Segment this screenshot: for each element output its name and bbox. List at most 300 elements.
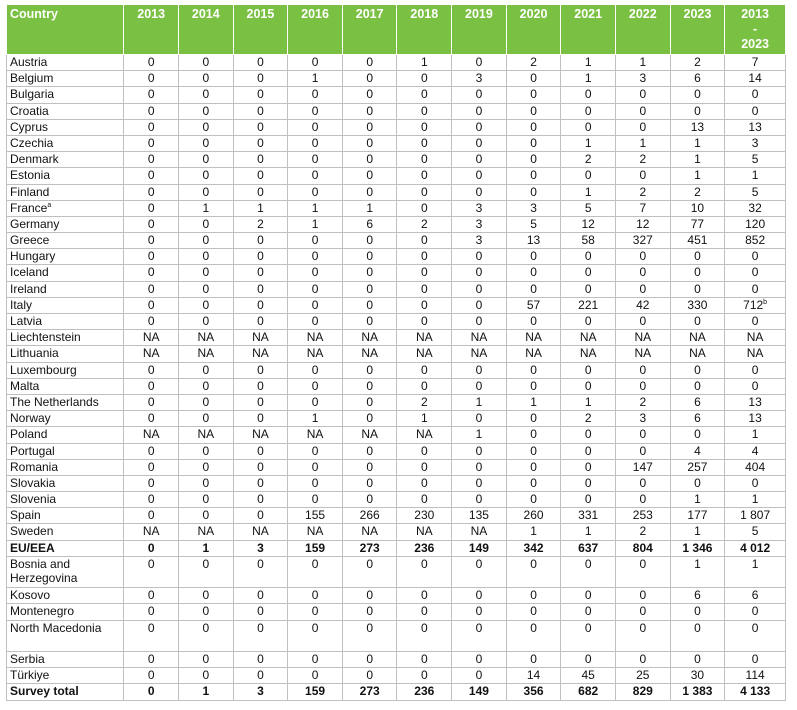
cell-value: 0 xyxy=(366,604,373,619)
country-name: Montenegro xyxy=(10,604,75,619)
cell-value: 0 xyxy=(366,184,373,199)
cell-value: 1 xyxy=(694,524,701,539)
value-cell xyxy=(124,87,179,103)
value-cell xyxy=(178,103,233,119)
cell-value: 0 xyxy=(751,249,759,264)
cell-value: 1 xyxy=(694,168,701,183)
cell-value: 0 xyxy=(202,651,210,666)
value-cell xyxy=(178,281,233,297)
cell-value: 0 xyxy=(311,475,319,490)
country-cell xyxy=(7,508,124,524)
cell-value: 0 xyxy=(366,87,373,102)
value-cell xyxy=(452,378,507,394)
value-cell xyxy=(670,119,725,135)
cell-value: 0 xyxy=(311,184,319,199)
value-cell xyxy=(615,427,670,443)
value-cell xyxy=(615,103,670,119)
cell-value: 0 xyxy=(366,492,373,507)
value-cell xyxy=(561,588,616,604)
table-row xyxy=(7,668,786,684)
value-cell xyxy=(725,508,786,524)
value-cell xyxy=(615,71,670,87)
value-cell xyxy=(288,135,343,151)
cell-value: 0 xyxy=(639,168,647,183)
cell-value: 0 xyxy=(366,119,373,134)
cell-value: 0 xyxy=(694,87,701,102)
cell-value: 0 xyxy=(639,443,647,458)
value-cell xyxy=(561,249,616,265)
value-cell xyxy=(506,443,561,459)
value-cell xyxy=(670,135,725,151)
value-cell xyxy=(288,556,343,587)
cell-value: 0 xyxy=(311,265,319,280)
value-cell xyxy=(452,651,507,667)
country-name: Sweden xyxy=(10,524,54,539)
value-cell xyxy=(233,297,288,313)
cell-value: 236 xyxy=(414,684,435,699)
table-row xyxy=(7,620,786,651)
cell-value: 30 xyxy=(690,668,705,683)
value-cell xyxy=(397,135,452,151)
cell-value: 0 xyxy=(147,249,155,264)
value-cell xyxy=(670,411,725,427)
cell-value: 0 xyxy=(530,588,537,603)
value-cell xyxy=(178,249,233,265)
country-cell xyxy=(7,362,124,378)
value-cell xyxy=(506,378,561,394)
value-cell xyxy=(561,620,616,651)
value-cell xyxy=(397,55,452,71)
cell-value: 0 xyxy=(311,314,319,328)
cell-value: 0 xyxy=(147,475,155,490)
country-name: Liechtenstein xyxy=(10,330,81,345)
value-cell xyxy=(725,588,786,604)
cell-value: 0 xyxy=(584,443,592,458)
cell-value: 0 xyxy=(475,492,483,507)
cell-value: 0 xyxy=(751,281,759,296)
value-cell xyxy=(452,330,507,346)
cell-value: 0 xyxy=(420,152,428,167)
value-cell xyxy=(288,71,343,87)
cell-value: NA xyxy=(252,346,269,361)
cell-value: 0 xyxy=(257,556,264,571)
cell-value: 0 xyxy=(639,556,647,571)
cell-value: 0 xyxy=(475,135,483,150)
value-cell xyxy=(342,71,397,87)
value-cell xyxy=(506,168,561,184)
value-cell xyxy=(615,475,670,491)
value-cell xyxy=(342,55,397,71)
value-cell xyxy=(670,443,725,459)
cell-value: NA xyxy=(306,330,324,345)
cell-value: 2 xyxy=(584,411,592,426)
value-cell xyxy=(233,249,288,265)
cell-value: 0 xyxy=(530,87,537,102)
value-cell xyxy=(506,265,561,281)
cell-value: 0 xyxy=(420,475,428,490)
table-row xyxy=(7,443,786,459)
value-cell xyxy=(615,668,670,684)
cell-value: 0 xyxy=(147,200,155,215)
value-cell xyxy=(124,330,179,346)
value-cell xyxy=(124,55,179,71)
value-cell xyxy=(452,668,507,684)
value-cell xyxy=(725,281,786,297)
cell-value: 0 xyxy=(584,475,592,490)
value-cell xyxy=(342,475,397,491)
value-cell xyxy=(397,475,452,491)
value-cell xyxy=(452,684,507,700)
value-cell xyxy=(725,459,786,475)
cell-value: 0 xyxy=(584,651,592,666)
country-name: Spain xyxy=(10,508,41,523)
cell-value: 0 xyxy=(639,475,647,490)
value-cell xyxy=(725,394,786,410)
cell-value: 0 xyxy=(584,459,592,474)
footnote-marker: a xyxy=(47,201,52,209)
value-cell xyxy=(288,378,343,394)
value-cell xyxy=(397,330,452,346)
cell-value: 0 xyxy=(751,103,759,118)
value-cell xyxy=(452,265,507,281)
value-cell xyxy=(124,249,179,265)
table-row xyxy=(7,524,786,540)
cell-value: 0 xyxy=(147,604,155,619)
cell-value: 0 xyxy=(639,281,647,296)
value-cell xyxy=(452,249,507,265)
cell-value: 0 xyxy=(257,362,264,377)
cell-value: 3 xyxy=(475,200,483,215)
cell-value: 0 xyxy=(147,314,155,328)
table-row xyxy=(7,378,786,394)
value-cell xyxy=(670,651,725,667)
value-cell xyxy=(670,508,725,524)
country-cell xyxy=(7,378,124,394)
value-cell xyxy=(670,216,725,232)
cell-value: 0 xyxy=(257,152,264,167)
value-cell xyxy=(124,168,179,184)
value-cell xyxy=(670,168,725,184)
value-cell xyxy=(725,200,786,216)
column-header: 2014 xyxy=(178,5,233,55)
country-name: North Macedonia xyxy=(10,620,102,635)
cell-value: 1 xyxy=(751,556,759,571)
cell-value: 12 xyxy=(581,216,595,231)
value-cell xyxy=(124,281,179,297)
table-row xyxy=(7,152,786,168)
value-cell xyxy=(233,556,288,587)
value-cell xyxy=(288,362,343,378)
value-cell xyxy=(178,200,233,216)
country-cell xyxy=(7,233,124,249)
value-cell xyxy=(178,314,233,330)
cell-value: 0 xyxy=(257,265,264,280)
value-cell xyxy=(397,378,452,394)
value-cell xyxy=(233,168,288,184)
table-body xyxy=(7,55,786,701)
value-cell xyxy=(615,314,670,330)
table-row-total xyxy=(7,540,786,556)
cell-value: 6 xyxy=(694,588,701,603)
value-cell xyxy=(725,411,786,427)
value-cell xyxy=(233,87,288,103)
value-cell xyxy=(670,152,725,168)
cell-value: 0 xyxy=(584,556,592,571)
cell-value: 0 xyxy=(147,394,155,409)
value-cell xyxy=(397,119,452,135)
value-cell xyxy=(725,71,786,87)
cell-value: 0 xyxy=(311,233,319,248)
value-cell xyxy=(670,200,725,216)
cell-value: 356 xyxy=(523,684,544,699)
table-row xyxy=(7,475,786,491)
value-cell xyxy=(670,475,725,491)
cell-value: 0 xyxy=(475,281,483,296)
country-name: Lithuania xyxy=(10,346,59,361)
cell-value: 0 xyxy=(475,297,483,312)
value-cell xyxy=(288,249,343,265)
value-cell xyxy=(452,394,507,410)
cell-value: 0 xyxy=(694,604,701,619)
value-cell xyxy=(124,265,179,281)
country-name: Ireland xyxy=(10,281,47,296)
value-cell xyxy=(452,459,507,475)
cell-value: 2 xyxy=(639,152,647,167)
value-cell xyxy=(506,119,561,135)
column-header: 2018 xyxy=(397,5,452,55)
cell-value: 0 xyxy=(530,152,537,167)
value-cell xyxy=(342,556,397,587)
cell-value: 1 xyxy=(311,71,319,86)
cell-value: 0 xyxy=(475,249,483,264)
cell-value: 0 xyxy=(694,314,701,328)
value-cell xyxy=(124,588,179,604)
cell-value: NA xyxy=(142,524,160,539)
value-cell xyxy=(288,684,343,700)
cell-value: 135 xyxy=(468,508,489,523)
value-cell xyxy=(342,668,397,684)
value-cell xyxy=(397,540,452,556)
cell-value: 0 xyxy=(202,233,210,248)
cell-value: 0 xyxy=(530,443,537,458)
value-cell xyxy=(725,604,786,620)
cell-value: 0 xyxy=(202,459,210,474)
value-cell xyxy=(615,168,670,184)
value-cell xyxy=(506,135,561,151)
value-cell xyxy=(288,411,343,427)
value-cell xyxy=(506,314,561,330)
value-cell xyxy=(288,168,343,184)
cell-value: 3 xyxy=(639,411,647,426)
value-cell xyxy=(561,216,616,232)
value-cell xyxy=(288,475,343,491)
value-cell xyxy=(178,588,233,604)
value-cell xyxy=(288,233,343,249)
value-cell xyxy=(561,55,616,71)
cell-value: 0 xyxy=(420,281,428,296)
cell-value: 0 xyxy=(751,87,759,102)
cell-value: 712 xyxy=(743,297,764,312)
value-cell xyxy=(615,233,670,249)
cell-value: 0 xyxy=(202,362,210,377)
value-cell xyxy=(397,684,452,700)
cell-value: 0 xyxy=(311,378,319,393)
cell-value: 0 xyxy=(694,427,701,442)
value-cell xyxy=(178,184,233,200)
value-cell xyxy=(506,459,561,475)
table-row xyxy=(7,346,786,362)
value-cell xyxy=(397,216,452,232)
value-cell xyxy=(233,233,288,249)
cell-value: 0 xyxy=(639,492,647,507)
value-cell xyxy=(670,55,725,71)
value-cell xyxy=(670,265,725,281)
value-cell xyxy=(452,200,507,216)
value-cell xyxy=(124,684,179,700)
cell-value: 0 xyxy=(366,588,373,603)
column-header: 2016 xyxy=(288,5,343,55)
cell-value: 0 xyxy=(147,620,155,635)
value-cell xyxy=(561,297,616,313)
value-cell xyxy=(670,684,725,700)
value-cell xyxy=(233,184,288,200)
cell-value: 0 xyxy=(147,540,155,555)
country-name: Latvia xyxy=(10,314,43,328)
value-cell xyxy=(178,346,233,362)
cell-value: 0 xyxy=(694,362,701,377)
value-cell xyxy=(288,604,343,620)
value-cell xyxy=(342,216,397,232)
cell-value: 1 xyxy=(584,184,592,199)
country-cell xyxy=(7,524,124,540)
cell-value: 2 xyxy=(530,55,537,69)
cell-value: 0 xyxy=(257,378,264,393)
cell-value: 0 xyxy=(530,135,537,150)
cell-value: 0 xyxy=(420,119,428,134)
cell-value: 0 xyxy=(366,475,373,490)
cell-value: 0 xyxy=(639,362,647,377)
cell-value: 0 xyxy=(366,135,373,150)
cell-value: 1 xyxy=(584,55,592,69)
cell-value: 0 xyxy=(257,668,264,683)
value-cell xyxy=(506,684,561,700)
value-cell xyxy=(725,540,786,556)
cell-value: 0 xyxy=(530,620,537,635)
cell-value: 0 xyxy=(311,604,319,619)
cell-value: 804 xyxy=(632,540,653,555)
value-cell xyxy=(288,314,343,330)
cell-value: 3 xyxy=(475,233,483,248)
cell-value: NA xyxy=(415,330,433,345)
value-cell xyxy=(342,297,397,313)
country-name: Cyprus xyxy=(10,119,49,134)
value-cell xyxy=(397,508,452,524)
cell-value: 0 xyxy=(257,297,264,312)
cell-value: 0 xyxy=(147,152,155,167)
country-name: Malta xyxy=(10,378,40,393)
cell-value: 6 xyxy=(366,216,373,231)
value-cell xyxy=(561,152,616,168)
value-cell xyxy=(342,620,397,651)
country-name: Türkiye xyxy=(10,668,50,683)
value-cell xyxy=(124,200,179,216)
cell-value: 0 xyxy=(202,443,210,458)
country-name: Finland xyxy=(10,184,50,199)
cell-value: 6 xyxy=(694,411,701,426)
cell-value: 42 xyxy=(636,297,650,312)
cell-value: 0 xyxy=(366,362,373,377)
value-cell xyxy=(288,265,343,281)
value-cell xyxy=(615,459,670,475)
cell-value: 0 xyxy=(751,362,759,377)
cell-value: 0 xyxy=(475,378,483,393)
cell-value: 1 xyxy=(584,135,592,150)
cell-value: 0 xyxy=(147,668,155,683)
value-cell xyxy=(397,620,452,651)
cell-value: 0 xyxy=(311,362,319,377)
cell-value: NA xyxy=(415,524,433,539)
value-cell xyxy=(725,87,786,103)
value-cell xyxy=(615,216,670,232)
cell-value: 0 xyxy=(257,411,264,426)
value-cell xyxy=(342,394,397,410)
country-name: Croatia xyxy=(10,103,49,118)
value-cell xyxy=(342,362,397,378)
cell-value: 4 133 xyxy=(740,684,771,699)
value-cell xyxy=(124,152,179,168)
value-cell xyxy=(397,394,452,410)
cell-value: 0 xyxy=(257,249,264,264)
cell-value: 1 xyxy=(751,427,759,442)
country-cell xyxy=(7,216,124,232)
value-cell xyxy=(124,475,179,491)
value-cell xyxy=(506,184,561,200)
value-cell xyxy=(452,297,507,313)
table-row xyxy=(7,297,786,313)
cell-value: 0 xyxy=(147,556,155,571)
value-cell xyxy=(670,281,725,297)
cell-value: 0 xyxy=(366,443,373,458)
value-cell xyxy=(615,249,670,265)
table-row xyxy=(7,168,786,184)
cell-value: 0 xyxy=(147,55,155,69)
value-cell xyxy=(397,427,452,443)
value-cell xyxy=(124,411,179,427)
cell-value: 0 xyxy=(530,556,537,571)
value-cell xyxy=(233,620,288,651)
cell-value: 0 xyxy=(366,281,373,296)
cell-value: 0 xyxy=(639,604,647,619)
cell-value: 0 xyxy=(257,71,264,86)
cell-value: 0 xyxy=(475,184,483,199)
cell-value: 1 xyxy=(584,524,592,539)
value-cell xyxy=(561,668,616,684)
value-cell xyxy=(725,378,786,394)
value-cell xyxy=(397,87,452,103)
value-cell xyxy=(615,362,670,378)
value-cell xyxy=(288,200,343,216)
cell-value: 1 xyxy=(530,524,537,539)
table-row xyxy=(7,71,786,87)
value-cell xyxy=(288,620,343,651)
value-cell xyxy=(342,588,397,604)
value-cell xyxy=(288,55,343,71)
value-cell xyxy=(615,394,670,410)
value-cell xyxy=(233,411,288,427)
country-name: Estonia xyxy=(10,168,51,183)
cell-value: 0 xyxy=(420,184,428,199)
cell-value: 0 xyxy=(257,103,264,118)
